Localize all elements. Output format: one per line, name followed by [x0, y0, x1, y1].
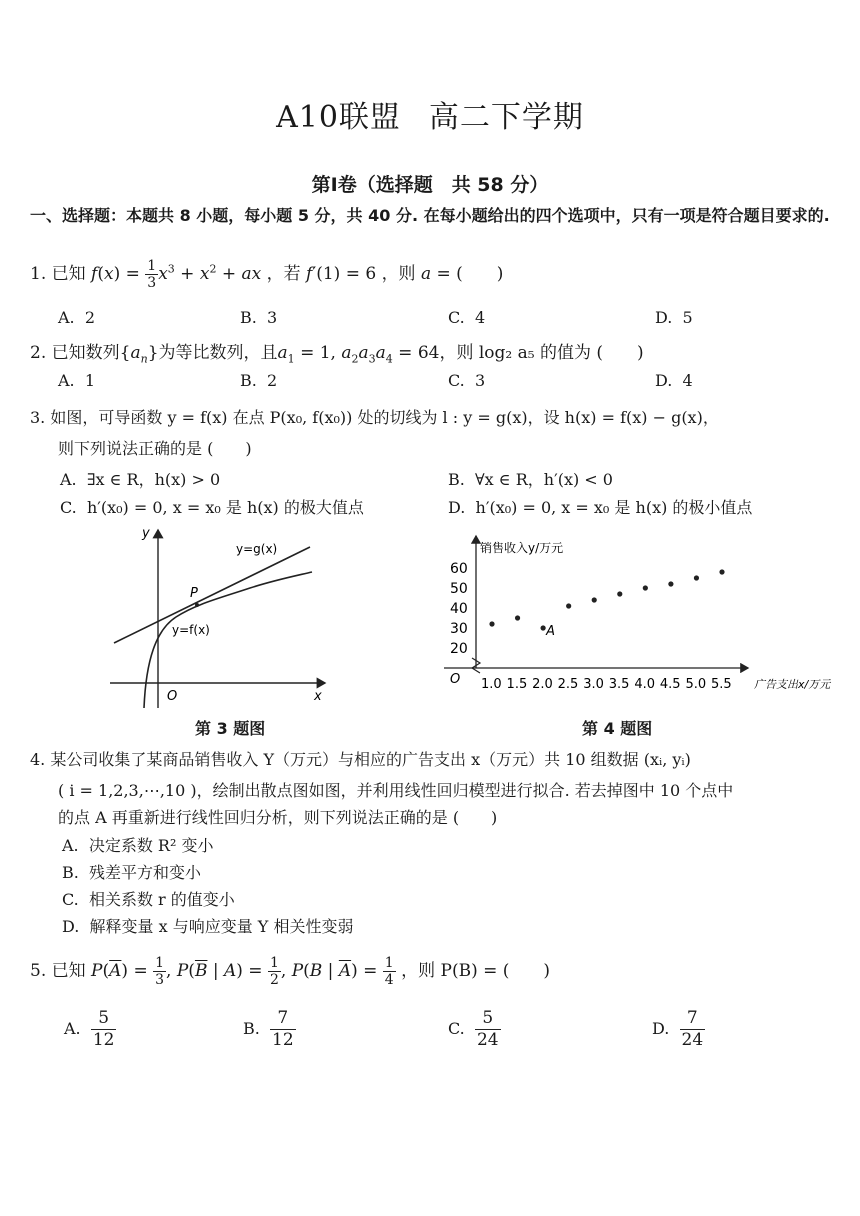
fig4-point-9: [719, 569, 724, 574]
fig4-xlabel: 广告支出x/万元: [754, 678, 831, 691]
question-2: 2. 已知数列$\{a_n\}$为等比数列，且$a_1 = 1$, $a_2a_3a_4 = 64$，则 log₂ a₅ 的值为 ( ): [30, 343, 644, 366]
fig4-x-tick-4: 3.0: [583, 677, 604, 692]
figure-4: [436, 530, 860, 700]
q1-end: = ( ): [436, 264, 504, 284]
question-4: 4. 某公司收集了某商品销售收入 Y（万元）与相应的广告支出 x（万元）共 10 组数据 (xᵢ, yᵢ): [30, 750, 691, 769]
q3-option-d: D. h′(x₀) = 0, x = x₀ 是 h(x) 的极小值点: [448, 498, 753, 517]
fig3-label-y: y: [142, 526, 150, 541]
fig4-y-tick-1: 30: [450, 621, 468, 637]
fig4-point-1: [515, 615, 520, 620]
fig4-point-5: [617, 591, 622, 596]
fig4-axis-break: [472, 658, 480, 673]
fig4-point-label: A: [546, 624, 556, 639]
fig3-tangent-g: [114, 547, 310, 643]
fig4-x-tick-9: 5.5: [711, 677, 732, 692]
q5-option-b: B. $\frac{7}{12}$: [243, 1008, 294, 1050]
fig4-x-tick-2: 2.0: [532, 677, 553, 692]
q4-option-a: A. 决定系数 R² 变小: [62, 836, 214, 855]
q4-line2: ( i = 1,2,3,⋯,10 )，绘制出散点图如图，并利用线性回归模型进行拟合. 若去掉图中 10 个点中: [58, 781, 734, 800]
q4-option-c: C. 相关系数 r 的值变小: [62, 890, 235, 909]
fig4-y-tick-2: 40: [450, 601, 468, 617]
q2-option-b: B. 2: [240, 371, 278, 390]
q2-option-d: D. 4: [655, 371, 693, 390]
figure-3-caption: 第 3 题图: [195, 719, 266, 738]
fig4-x-tick-0: 1.0: [481, 677, 502, 692]
fig4-x-tick-8: 5.0: [685, 677, 707, 692]
q5-option-c: C. $\frac{5}{24}$: [448, 1008, 499, 1050]
q2-option-c: C. 3: [448, 371, 486, 390]
q3-option-a: A. ∃x ∈ R，h(x) > 0: [60, 470, 221, 489]
fig4-point-6: [643, 585, 648, 590]
instructions: 一、选择题：本题共 8 小题，每小题 5 分，共 40 分. 在每小题给出的四个选项中，只有一项是符合题目要求的.: [30, 206, 830, 225]
fig4-origin: O: [450, 672, 461, 687]
fig4-point-0: [489, 621, 494, 626]
q3-line2: 则下列说法正确的是 ( ): [58, 439, 252, 458]
fig4-point-2: [541, 625, 546, 630]
q1-fraction: $\frac{1}{3}$: [147, 258, 157, 291]
fig4-x-tick-5: 3.5: [608, 677, 630, 692]
q1-option-d: D. 5: [655, 308, 693, 327]
exam-title: [0, 92, 860, 136]
exam-term: 高二下学期: [428, 100, 584, 135]
fig4-y-tick-0: 20: [450, 641, 468, 657]
fig4-point-7: [668, 581, 673, 586]
q5-option-a: A. $\frac{5}{12}$: [64, 1008, 115, 1050]
figure-4-caption: 第 4 题图: [582, 719, 653, 738]
fig4-x-tick-7: 4.5: [659, 677, 681, 692]
q4-option-b: B. 残差平方和变小: [62, 863, 202, 882]
fig4-x-tick-1: 1.5: [506, 677, 528, 692]
fig3-label-x: x: [314, 689, 322, 704]
fig4-x-tick-6: 4.0: [634, 677, 656, 692]
fig4-point-3: [566, 603, 571, 608]
fig3-label-g: y=g(x): [236, 542, 278, 556]
q3-option-b: B. ∀x ∈ R，h′(x) < 0: [448, 470, 613, 489]
fig3-label-f: y=f(x): [172, 623, 210, 637]
fig4-y-ticks: [450, 561, 468, 657]
question-3: 3. 如图，可导函数 y = f(x) 在点 P(x₀, f(x₀)) 处的切线为 l : y = g(x)，设 h(x) = f(x) − g(x)，: [30, 408, 719, 427]
q1-number: 1.: [30, 264, 47, 284]
fig4-point-4: [592, 597, 597, 602]
q1-mid2: ，则: [381, 264, 416, 284]
fig3-label-p: P: [190, 586, 198, 601]
q1-mid: ，若: [266, 264, 301, 284]
fig4-x-tick-3: 2.5: [557, 677, 579, 692]
fig3-curve-f: [144, 572, 312, 708]
question-5: 5. 已知 $P(\overline{A})$ = $\frac{1}{3}$ , $P(\overline{B}$ | A) = $\frac{1}{2}$ , P(B | $\overline{A}$) = $\frac{1}{4}$ ，则 P(B) = ( ): [30, 955, 551, 988]
fig3-point-p: [195, 603, 199, 607]
exam-org: A10联盟: [276, 100, 401, 135]
fig4-y-tick-4: 60: [450, 561, 468, 577]
fig4-point-8: [694, 575, 699, 580]
q4-option-d: D. 解释变量 x 与响应变量 Y 相关性变弱: [62, 917, 354, 936]
fig4-points: [489, 569, 724, 639]
q5-option-d: D. $\frac{7}{24}$: [652, 1008, 704, 1050]
fig4-ylabel: 销售收入y/万元: [480, 541, 564, 555]
q4-line3: 的点 A 再重新进行线性回归分析，则下列说法正确的是 ( ): [58, 808, 498, 827]
fig3-label-o: O: [167, 689, 178, 704]
fig4-y-tick-3: 50: [450, 581, 468, 597]
q1-pre: 已知: [51, 264, 86, 284]
q1-option-a: A. 2: [58, 308, 95, 327]
q1-option-c: C. 4: [448, 308, 486, 327]
q1-option-b: B. 3: [240, 308, 278, 327]
fig4-x-ticks: [481, 677, 732, 692]
q2-option-a: A. 1: [58, 371, 95, 390]
question-1: 1. 已知 f(x) = $\frac{1}{3}$ $x^3 + x^2$ + ax ，若 f′(1) = 6 ，则 a = ( ): [30, 258, 504, 291]
q3-option-c: C. h′(x₀) = 0, x = x₀ 是 h(x) 的极大值点: [60, 498, 364, 517]
figure-3: [100, 520, 340, 710]
section-title: 第Ⅰ卷（选择题 共 58 分）: [311, 174, 549, 196]
